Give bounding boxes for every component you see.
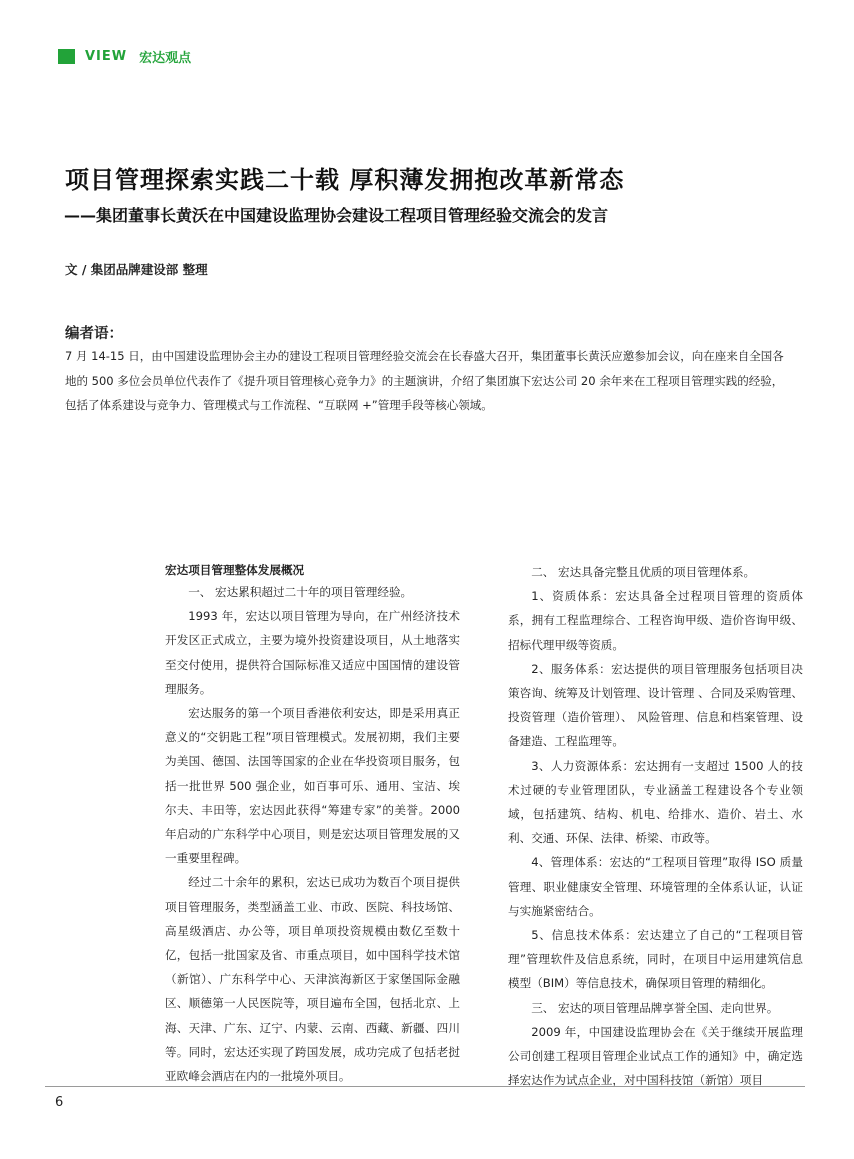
paragraph: 2、服务体系：宏达提供的项目管理服务包括项目决策咨询、统筹及计划管理、设计管理 、合同及采购管理、投资管理（造价管理）、 风险管理、信息和档案管理、设备建造、工程监理等。 — [508, 661, 803, 749]
paragraph: 一、 宏达累积超过二十年的项目管理经验。 — [188, 585, 413, 599]
paragraph: 3、人力资源体系：宏达拥有一支超过 1500 人的技术过硬的专业管理团队，专业涵盖工程建设各个专业领域，包括建筑、结构、机电、给排水、造价、岩土、水利、交通、环保、法律、桥梁、市政等。 — [508, 758, 803, 846]
article-subtitle: ——集团董事长黄沃在中国建设监理协会建设工程项目管理经验交流会的发言 — [64, 206, 609, 225]
section-title: 宏达项目管理整体发展概况 — [165, 563, 305, 577]
section-label-cn: 宏达观点 — [139, 50, 192, 66]
article-byline: 文 / 集团品牌建设部 整理 — [65, 262, 208, 277]
paragraph: 4、管理体系：宏达的“工程项目管理”取得 ISO 质量管理、职业健康安全管理、环境管理的全体系认证，认证与实施紧密结合。 — [508, 855, 803, 918]
paragraph: 二、 宏达具备完整且优质的项目管理体系。 — [531, 565, 756, 579]
paragraph: 1993 年，宏达以项目管理为导向，在广州经济技术开发区正式成立，主要为境外投资建设项目，从土地落实至交付使用，提供符合国际标准又适应中国国情的建设管理服务。 — [165, 609, 460, 696]
right-column — [508, 560, 803, 1092]
section-label-en: VIEW — [85, 48, 128, 64]
section-marker-square — [58, 49, 75, 64]
paragraph: 5、信息技术体系：宏达建立了自己的“工程项目管理”管理软件及信息系统，同时，在项目中运用建筑信息模型（BIM）等信息技术，确保项目管理的精细化。 — [508, 928, 803, 991]
paragraph: 宏达服务的第一个项目香港依利安达，即是采用真正意义的“交钥匙工程”项目管理模式。发展初期，我们主要为美国、德国、法国等国家的企业在华投资项目服务，包括一批世界 500 强企业，如百事可乐、通用、宝洁、埃尔夫、丰田等，宏达因此获得“筹建专家”的美誉。2000 年启动的广东科学中心项目，则是宏达项目管理发展的又一重要里程碑。 — [165, 706, 460, 866]
page-number: 6 — [55, 1095, 64, 1110]
section-header — [58, 47, 191, 65]
paragraph: 三、 宏达的项目管理品牌享誉全国、走向世界。 — [531, 1000, 779, 1015]
paragraph: 2009 年，中国建设监理协会在《关于继续开展监理公司创建工程项目管理企业试点工作的通知》中，确定选择宏达作为试点企业，对中国科技馆（新馆）项目 — [508, 1024, 803, 1088]
editor-note-label: 编者语： — [65, 326, 123, 342]
footer-divider — [45, 1086, 805, 1087]
paragraph: 经过二十余年的累积，宏达已成功为数百个项目提供项目管理服务，类型涵盖工业、市政、医院、科技场馆、高星级酒店、办公等，项目单项投资规模由数亿至数十亿，包括一批国家及省、市重点项目，如中国科学技术馆（新馆）、广东科学中心、天津滨海新区于家堡国际金融区、顺德第一人民医院等，项目遍布全国，包括北京、上海、天津、广东、辽宁、内蒙、云南、西藏、新疆、四川等。同时，宏达还实现了跨国发展，成功完成了包括老挝亚欧峰会酒店在内的一批境外项目。 — [165, 875, 460, 1084]
paragraph: 1、资质体系：宏达具备全过程项目管理的资质体系，拥有工程监理综合、工程咨询甲级、造价咨询甲级、招标代理甲级等资质。 — [508, 589, 803, 652]
left-column — [165, 560, 460, 1088]
article-title: 项目管理探索实践二十载 厚积薄发拥抱改革新常态 — [65, 166, 625, 194]
editor-note-body: 7 月 14-15 日，由中国建设监理协会主办的建设工程项目管理经验交流会在长春盛大召开，集团董事长黄沃应邀参加会议，向在座来自全国各地的 500 多位会员单位代表作了《提升项目管理核心竞争力》的主题演讲，介绍了集团旗下宏达公司 20 余年来在工程项目管理实践的经验，包括了体系建设与竞争力、管理模式与工作流程、“互联网 +”管理手段等核心领域。 — [65, 349, 784, 412]
